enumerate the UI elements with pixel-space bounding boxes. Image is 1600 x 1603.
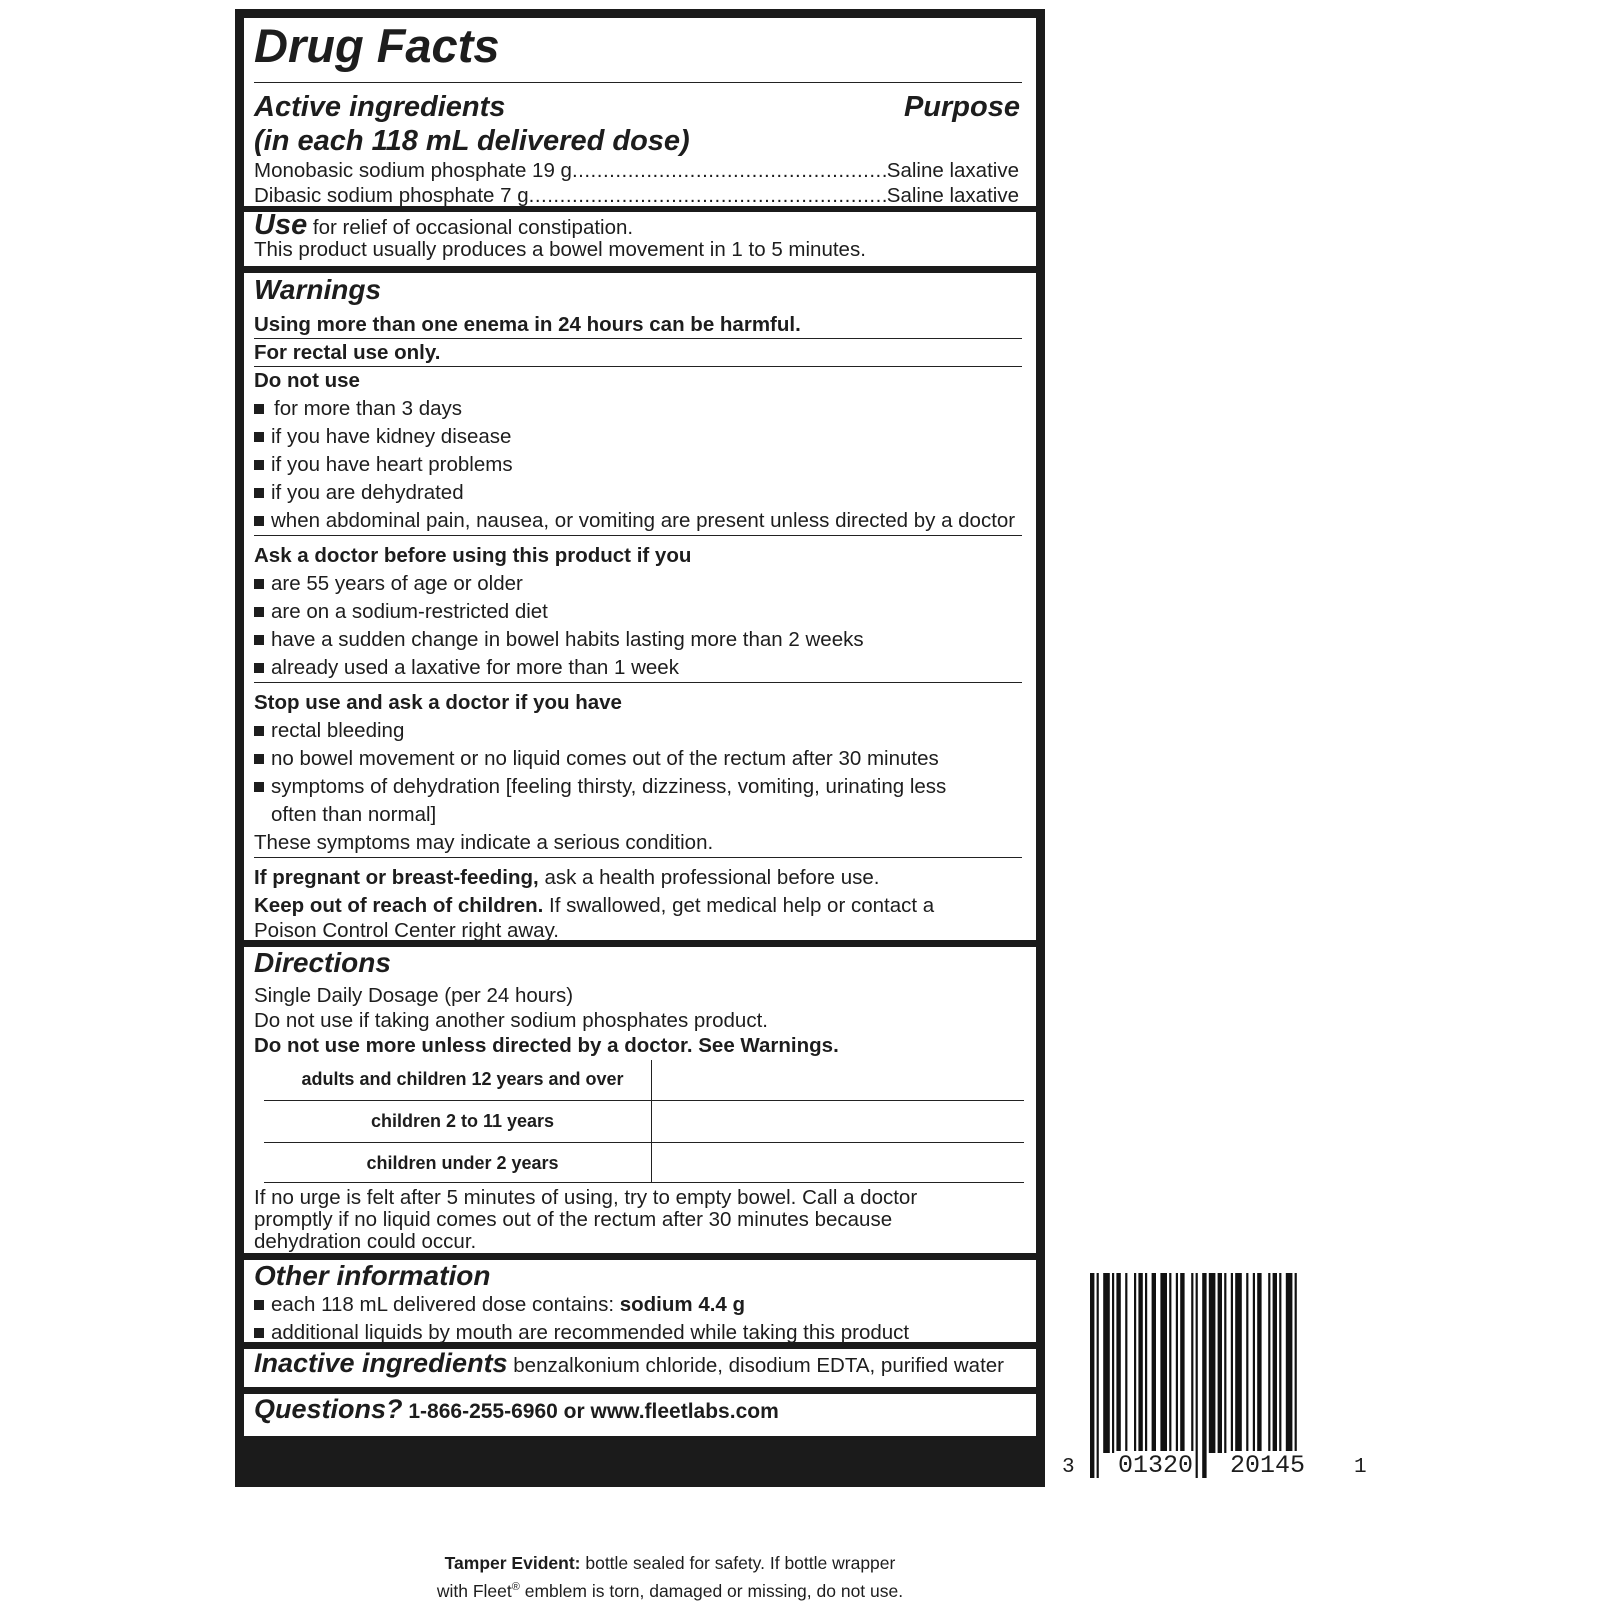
barcode-bar — [1180, 1273, 1184, 1453]
barcode-bar — [1246, 1273, 1248, 1453]
stop-use-note: These symptoms may indicate a serious condition. — [254, 831, 714, 854]
other-information-heading: Other information — [254, 1260, 491, 1291]
barcode-digits-group-1: 01320 — [1118, 1451, 1194, 1480]
barcode-bar — [1090, 1273, 1094, 1478]
barcode-bar — [1235, 1273, 1242, 1453]
directions-after-3: dehydration could occur. — [254, 1230, 477, 1253]
table-cell: adults and children 12 years and over — [301, 1069, 624, 1089]
barcode-bar — [1112, 1273, 1114, 1453]
list-item: already used a laxative for more than 1 week — [254, 656, 679, 680]
barcode-digit-left: 3 — [1062, 1456, 1075, 1479]
directions-after-1: If no urge is felt after 5 minutes of using, try to empty bowel. Call a doctor — [254, 1186, 918, 1209]
list-item: are on a sodium-restricted diet — [254, 600, 548, 624]
list-item: are 55 years of age or older — [254, 572, 523, 596]
directions-heading: Directions — [254, 947, 391, 978]
list-item: if you have kidney disease — [254, 425, 511, 449]
barcode-bar — [1097, 1273, 1099, 1478]
use-section — [244, 209, 1036, 266]
directions-line-2: Do not use if taking another sodium phosphates product. — [254, 1009, 768, 1032]
barcode-bar — [1138, 1273, 1142, 1453]
inactive-ingredients-section — [244, 1349, 1036, 1387]
barcode-bar — [1116, 1273, 1120, 1453]
use-line-2: This product usually produces a bowel movement in 1 to 5 minutes. — [254, 238, 866, 261]
list-item-continued: often than normal] — [271, 803, 437, 826]
list-item: when abdominal pain, nausea, or vomiting are present unless directed by a doctor — [254, 509, 1015, 533]
questions-heading: Questions? — [254, 1394, 403, 1424]
barcode-bar — [1191, 1273, 1193, 1453]
tamper-evident-note: Tamper Evident: bottle sealed for safety. If bottle wrapper with Fleet® emblem is torn, damaged or missing, do not use. — [436, 1553, 904, 1601]
inactive-heading: Inactive ingredients — [254, 1348, 508, 1378]
ingredient-row — [254, 159, 1019, 183]
barcode-bar — [1286, 1273, 1293, 1478]
barcode-bar — [1125, 1273, 1127, 1453]
ingredient-purpose: Saline laxative — [886, 159, 1019, 182]
warnings-section — [244, 273, 1036, 940]
purpose-heading: Purpose — [903, 91, 1020, 123]
list-item: additional liquids by mouth are recommended while taking this product — [254, 1321, 909, 1345]
use-heading: Use — [254, 209, 308, 241]
ingredient-row — [254, 184, 1019, 208]
inactive-text: benzalkonium chloride, disodium EDTA, purified water — [513, 1354, 1004, 1377]
rectal-use-warning: For rectal use only. — [254, 341, 441, 364]
table-row — [264, 1102, 1024, 1144]
table-row — [264, 1144, 1024, 1186]
list-item: if you are dehydrated — [254, 481, 464, 505]
ingredient-purpose: Saline laxative — [886, 184, 1019, 207]
list-item: rectal bleeding — [254, 719, 404, 743]
barcode-bar — [1160, 1273, 1167, 1453]
drug-facts-panel — [235, 9, 1045, 1487]
directions-after-2: promptly if no liquid comes out of the rectum after 30 minutes because — [254, 1208, 893, 1231]
active-ingredients-heading: Active ingredients — [254, 91, 506, 123]
harmful-warning: Using more than one enema in 24 hours can be harmful. — [254, 313, 801, 336]
barcode-bar — [1257, 1273, 1261, 1453]
barcode-bar — [1253, 1273, 1255, 1453]
list-item: each 118 mL delivered dose contains: sodium 4.4 g — [254, 1293, 745, 1317]
table-cell: children under 2 years — [366, 1153, 559, 1173]
other-information-section — [244, 1260, 1036, 1342]
list-item: have a sudden change in bowel habits lasting more than 2 weeks — [254, 628, 864, 652]
questions-section — [244, 1394, 1036, 1436]
pregnant-warning: If pregnant or breast-feeding, ask a health professional before use. — [254, 866, 880, 889]
list-item: for more than 3 days — [254, 397, 462, 421]
list-item: if you have heart problems — [254, 453, 513, 477]
stop-use-heading: Stop use and ask a doctor if you have — [254, 691, 622, 714]
barcode-bar — [1295, 1273, 1297, 1478]
barcode-bar — [1218, 1273, 1222, 1453]
keep-out-warning: Keep out of reach of children. If swallowed, get medical help or contact a — [254, 894, 935, 917]
barcode-bar — [1152, 1273, 1156, 1453]
active-subheading: (in each 118 mL delivered dose) — [254, 125, 690, 157]
barcode-bar — [1196, 1273, 1198, 1478]
do-not-use-heading: Do not use — [254, 369, 360, 392]
barcode — [1090, 1273, 1346, 1478]
barcode-bar — [1202, 1273, 1206, 1478]
ingredient-name: Dibasic sodium phosphate 7 g — [254, 184, 529, 207]
barcode-bar — [1103, 1273, 1110, 1453]
barcode-bar — [1231, 1273, 1233, 1453]
warnings-heading: Warnings — [254, 274, 382, 305]
dosage-table — [264, 1060, 1026, 1188]
barcode-bar — [1273, 1273, 1277, 1453]
table-cell: children 2 to 11 years — [370, 1111, 555, 1131]
barcode-bar — [1134, 1273, 1136, 1453]
ask-doctor-heading: Ask a doctor before using this product if you — [254, 544, 692, 567]
active-ingredients-section — [244, 18, 1036, 206]
directions-line-1: Single Daily Dosage (per 24 hours) — [254, 984, 574, 1007]
barcode-digits-group-2: 20145 — [1230, 1451, 1306, 1480]
drug-facts-title: Drug Facts — [254, 19, 500, 72]
barcode-bar — [1268, 1273, 1270, 1453]
keep-out-warning-line-2: Poison Control Center right away. — [254, 919, 559, 942]
barcode-bar — [1176, 1273, 1178, 1453]
list-item: symptoms of dehydration [feeling thirsty, dizziness, vomiting, urinating less — [254, 775, 946, 799]
barcode-bar — [1209, 1273, 1216, 1453]
list-item: no bowel movement or no liquid comes out of the rectum after 30 minutes — [254, 747, 939, 771]
barcode-digit-right: 1 — [1354, 1456, 1367, 1479]
table-row — [264, 1060, 1024, 1102]
barcode-bar — [1145, 1273, 1147, 1453]
directions-section — [244, 947, 1036, 1253]
questions-contact: 1-866-255-6960 or www.fleetlabs.com — [408, 1400, 779, 1423]
directions-line-3: Do not use more unless directed by a doctor. See Warnings. — [254, 1034, 839, 1057]
ingredient-name: Monobasic sodium phosphate 19 g — [254, 159, 572, 182]
barcode-bar — [1279, 1273, 1281, 1453]
use-line-1: for relief of occasional constipation. — [312, 216, 634, 239]
barcode-bar — [1224, 1273, 1226, 1453]
barcode-bar — [1169, 1273, 1171, 1453]
